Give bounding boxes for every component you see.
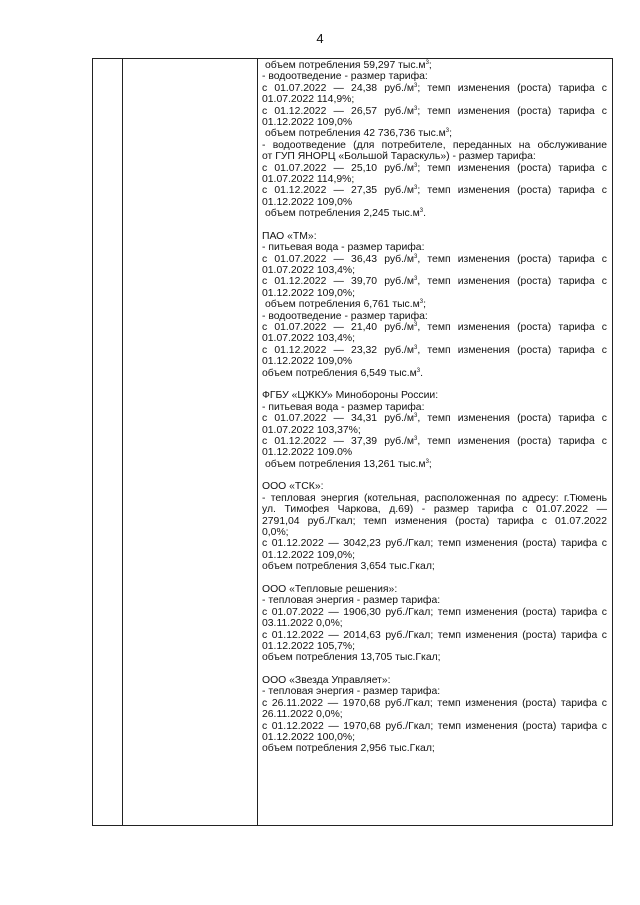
text-line	[262, 481, 607, 492]
line-text: с 01.12.2022 — 37,39 руб./м	[262, 435, 415, 447]
line-text: - тепловая энергия - размер тарифа:	[262, 595, 441, 607]
block-spacer	[262, 379, 607, 390]
line-text: 01.12.2022 109,0%	[262, 196, 353, 208]
line-text: объем потребления 42 736,736 тыс.м	[265, 128, 446, 140]
text-line	[262, 265, 607, 276]
text-line	[262, 242, 607, 253]
text-line	[262, 425, 607, 436]
line-text: 01.12.2022 100,0%;	[262, 732, 356, 744]
block-spacer	[262, 470, 607, 481]
line-text-tail: , темп изменения (роста) тарифа с	[417, 435, 607, 447]
line-text: 01.07.2022 114,9%;	[262, 94, 355, 106]
line-text-tail: ; темп изменения (роста) тарифа с	[417, 185, 607, 197]
unit-superscript: 3	[414, 162, 418, 169]
organization-block	[262, 60, 607, 219]
line-text: 01.12.2022 105,7%;	[262, 640, 356, 652]
line-text-tail: ; темп изменения (роста) тарифа с	[417, 105, 607, 117]
text-line	[262, 413, 607, 424]
text-line	[262, 333, 607, 344]
line-text: с 26.11.2022 — 1970,68 руб./Гкал; темп изменения (роста) тарифа с	[262, 697, 607, 709]
text-line	[262, 151, 607, 162]
line-text: 01.12.2022 109,0%	[262, 356, 353, 368]
line-text: - питьевая вода - размер тарифа:	[262, 401, 425, 413]
text-line	[262, 83, 607, 94]
unit-superscript: 3	[414, 413, 418, 420]
text-line	[262, 447, 607, 458]
line-text: с 01.12.2022 — 39,70 руб./м	[262, 276, 415, 288]
organization-block	[262, 231, 607, 379]
line-text: с 01.12.2022 — 3042,23 руб./Гкал; темп изменения (роста) тарифа с	[262, 538, 607, 550]
line-text: объем потребления 13,705 тыс.Гкал;	[262, 652, 441, 664]
line-text-tail: ; темп изменения (роста) тарифа с	[417, 162, 607, 174]
unit-superscript: 3	[445, 128, 450, 135]
line-text: с 01.12.2022 — 1970,68 руб./Гкал; темп изменения (роста) тарифа с	[262, 720, 607, 732]
text-line	[262, 174, 607, 185]
text-line	[262, 128, 607, 139]
unit-superscript: 3	[414, 321, 418, 328]
text-line	[262, 538, 607, 549]
line-text-tail: .	[420, 367, 424, 379]
line-text-tail: ;	[428, 60, 432, 71]
text-line	[262, 311, 607, 322]
text-line	[262, 185, 607, 196]
text-line	[262, 732, 607, 743]
unit-superscript: 3	[419, 208, 424, 215]
text-line	[262, 675, 607, 686]
text-line	[262, 459, 607, 470]
line-text: - тепловая энергия (котельная, расположенная по адресу: г.Тюмень	[262, 492, 607, 504]
text-line	[262, 618, 607, 629]
text-line	[262, 140, 607, 151]
line-text: 26.11.2022 0,0%;	[262, 709, 343, 721]
text-line	[262, 527, 607, 538]
text-line	[262, 345, 607, 356]
line-text: 01.12.2022 109,0%;	[262, 287, 356, 299]
text-line	[262, 516, 607, 527]
line-text: 01.12.2022 109,0%	[262, 116, 353, 128]
block-spacer	[262, 573, 607, 584]
unit-superscript: 3	[414, 82, 418, 89]
line-text: с 01.12.2022 — 23,32 руб./м	[262, 344, 415, 356]
line-text-tail: , темп изменения (роста) тарифа с	[417, 413, 607, 425]
text-line	[262, 595, 607, 606]
line-text: с 01.12.2022 — 2014,63 руб./Гкал; темп изменения (роста) тарифа с	[262, 629, 607, 641]
line-text: ФГБУ «ЦЖКУ» Минобороны России:	[262, 390, 439, 402]
organization-block	[262, 675, 607, 755]
line-text: с 01.07.2022 — 25,10 руб./м	[262, 162, 415, 174]
text-line	[262, 721, 607, 732]
block-spacer	[262, 664, 607, 675]
tariff-description-cell	[262, 60, 607, 755]
line-text: с 01.07.2022 — 34,31 руб./м	[262, 413, 415, 425]
text-line	[262, 607, 607, 618]
line-text: - тепловая энергия - размер тарифа:	[262, 686, 441, 698]
organization-block	[262, 481, 607, 572]
text-line	[262, 561, 607, 572]
unit-superscript: 3	[414, 435, 418, 442]
line-text: - водоотведение - размер тарифа:	[262, 310, 428, 322]
text-line	[262, 368, 607, 379]
line-text: 01.07.2022 103,37%;	[262, 424, 361, 436]
line-text-tail: , темп изменения (роста) тарифа с	[417, 321, 607, 333]
text-line	[262, 163, 607, 174]
text-line	[262, 356, 607, 367]
line-text: 2791,04 руб./Гкал; темп изменения (роста) тарифа с 01.07.2022	[262, 515, 607, 527]
column-divider	[257, 59, 258, 825]
line-text: 01.07.2022 103,4%;	[262, 333, 356, 345]
line-text: объем потребления 2,245 тыс.м	[265, 208, 420, 220]
page-number: 4	[316, 31, 324, 46]
text-line	[262, 436, 607, 447]
text-line	[262, 709, 607, 720]
unit-superscript: 3	[414, 253, 418, 260]
line-text-tail: , темп изменения (роста) тарифа с	[417, 344, 607, 356]
text-line	[262, 698, 607, 709]
document-table	[92, 58, 613, 826]
text-line	[262, 493, 607, 504]
text-line	[262, 208, 607, 219]
text-line	[262, 630, 607, 641]
text-line	[262, 231, 607, 242]
line-text: ООО «Звезда Управляет»:	[262, 675, 391, 687]
organization-block	[262, 584, 607, 664]
text-line	[262, 197, 607, 208]
text-line	[262, 299, 607, 310]
text-line	[262, 641, 607, 652]
unit-superscript: 3	[414, 276, 418, 283]
line-text: ул. Тимофея Чаркова, д.69) - размер тарифа с 01.07.2022 —	[262, 504, 607, 516]
text-line	[262, 652, 607, 663]
text-line	[262, 254, 607, 265]
line-text: 03.11.2022 0,0%;	[262, 618, 343, 630]
line-text: 0,0%;	[262, 527, 289, 539]
text-line	[262, 402, 607, 413]
line-text: - водоотведение - размер тарифа:	[262, 71, 428, 83]
line-text: ООО «ТСК»:	[262, 481, 324, 493]
line-text: 01.12.2022 109,0%;	[262, 549, 356, 561]
line-text-tail: .	[423, 208, 427, 220]
unit-superscript: 3	[419, 299, 424, 306]
line-text: 01.07.2022 114,9%;	[262, 173, 355, 185]
line-text: ПАО «ТМ»:	[262, 230, 317, 242]
text-line	[262, 322, 607, 333]
text-line	[262, 117, 607, 128]
organization-block	[262, 390, 607, 470]
text-line	[262, 276, 607, 287]
line-text-tail: ;	[423, 299, 427, 311]
line-text-tail: , темп изменения (роста) тарифа с	[417, 276, 607, 288]
unit-superscript: 3	[414, 185, 418, 192]
unit-superscript: 3	[425, 60, 429, 66]
line-text: от ГУП ЯНОРЦ «Большой Тараскуль») - размер тарифа:	[262, 151, 536, 163]
line-text-tail: , темп изменения (роста) тарифа с	[417, 253, 607, 265]
line-text: объем потребления 6,761 тыс.м	[265, 299, 420, 311]
line-text: с 01.12.2022 — 26,57 руб./м	[262, 105, 415, 117]
line-text: - питьевая вода - размер тарифа:	[262, 242, 425, 254]
line-text-tail: ;	[449, 128, 453, 140]
line-text: - водоотведение (для потребителе, переданных на обслуживание	[262, 139, 607, 151]
text-line	[262, 288, 607, 299]
line-text: объем потребления 3,654 тыс.Гкал;	[262, 561, 435, 573]
text-line	[262, 584, 607, 595]
unit-superscript: 3	[425, 458, 429, 465]
line-text: объем потребления 13,261 тыс.м	[265, 458, 426, 470]
text-line	[262, 686, 607, 697]
text-line	[262, 743, 607, 754]
text-line	[262, 71, 607, 82]
text-line	[262, 60, 607, 71]
text-line	[262, 94, 607, 105]
line-text: с 01.07.2022 — 36,43 руб./м	[262, 253, 415, 265]
unit-superscript: 3	[414, 344, 418, 351]
unit-superscript: 3	[414, 105, 418, 112]
line-text: объем потребления 59,297 тыс.м	[265, 60, 426, 71]
text-line	[262, 504, 607, 515]
text-line	[262, 390, 607, 401]
block-spacer	[262, 219, 607, 230]
line-text: с 01.07.2022 — 24,38 руб./м	[262, 82, 415, 94]
text-line	[262, 106, 607, 117]
line-text: объем потребления 6,549 тыс.м	[262, 367, 417, 379]
line-text: с 01.07.2022 — 21,40 руб./м	[262, 321, 415, 333]
line-text: 01.07.2022 103,4%;	[262, 265, 356, 277]
line-text-tail: ;	[428, 458, 432, 470]
line-text: ООО «Тепловые решения»:	[262, 583, 398, 595]
unit-superscript: 3	[416, 367, 421, 374]
text-line	[262, 550, 607, 561]
line-text: с 01.12.2022 — 27,35 руб./м	[262, 185, 415, 197]
line-text: с 01.07.2022 — 1906,30 руб./Гкал; темп изменения (роста) тарифа с	[262, 606, 607, 618]
line-text-tail: ; темп изменения (роста) тарифа с	[417, 82, 607, 94]
line-text: объем потребления 2,956 тыс.Гкал;	[262, 743, 435, 755]
line-text: 01.12.2022 109.0%	[262, 447, 353, 459]
column-divider	[122, 59, 123, 825]
